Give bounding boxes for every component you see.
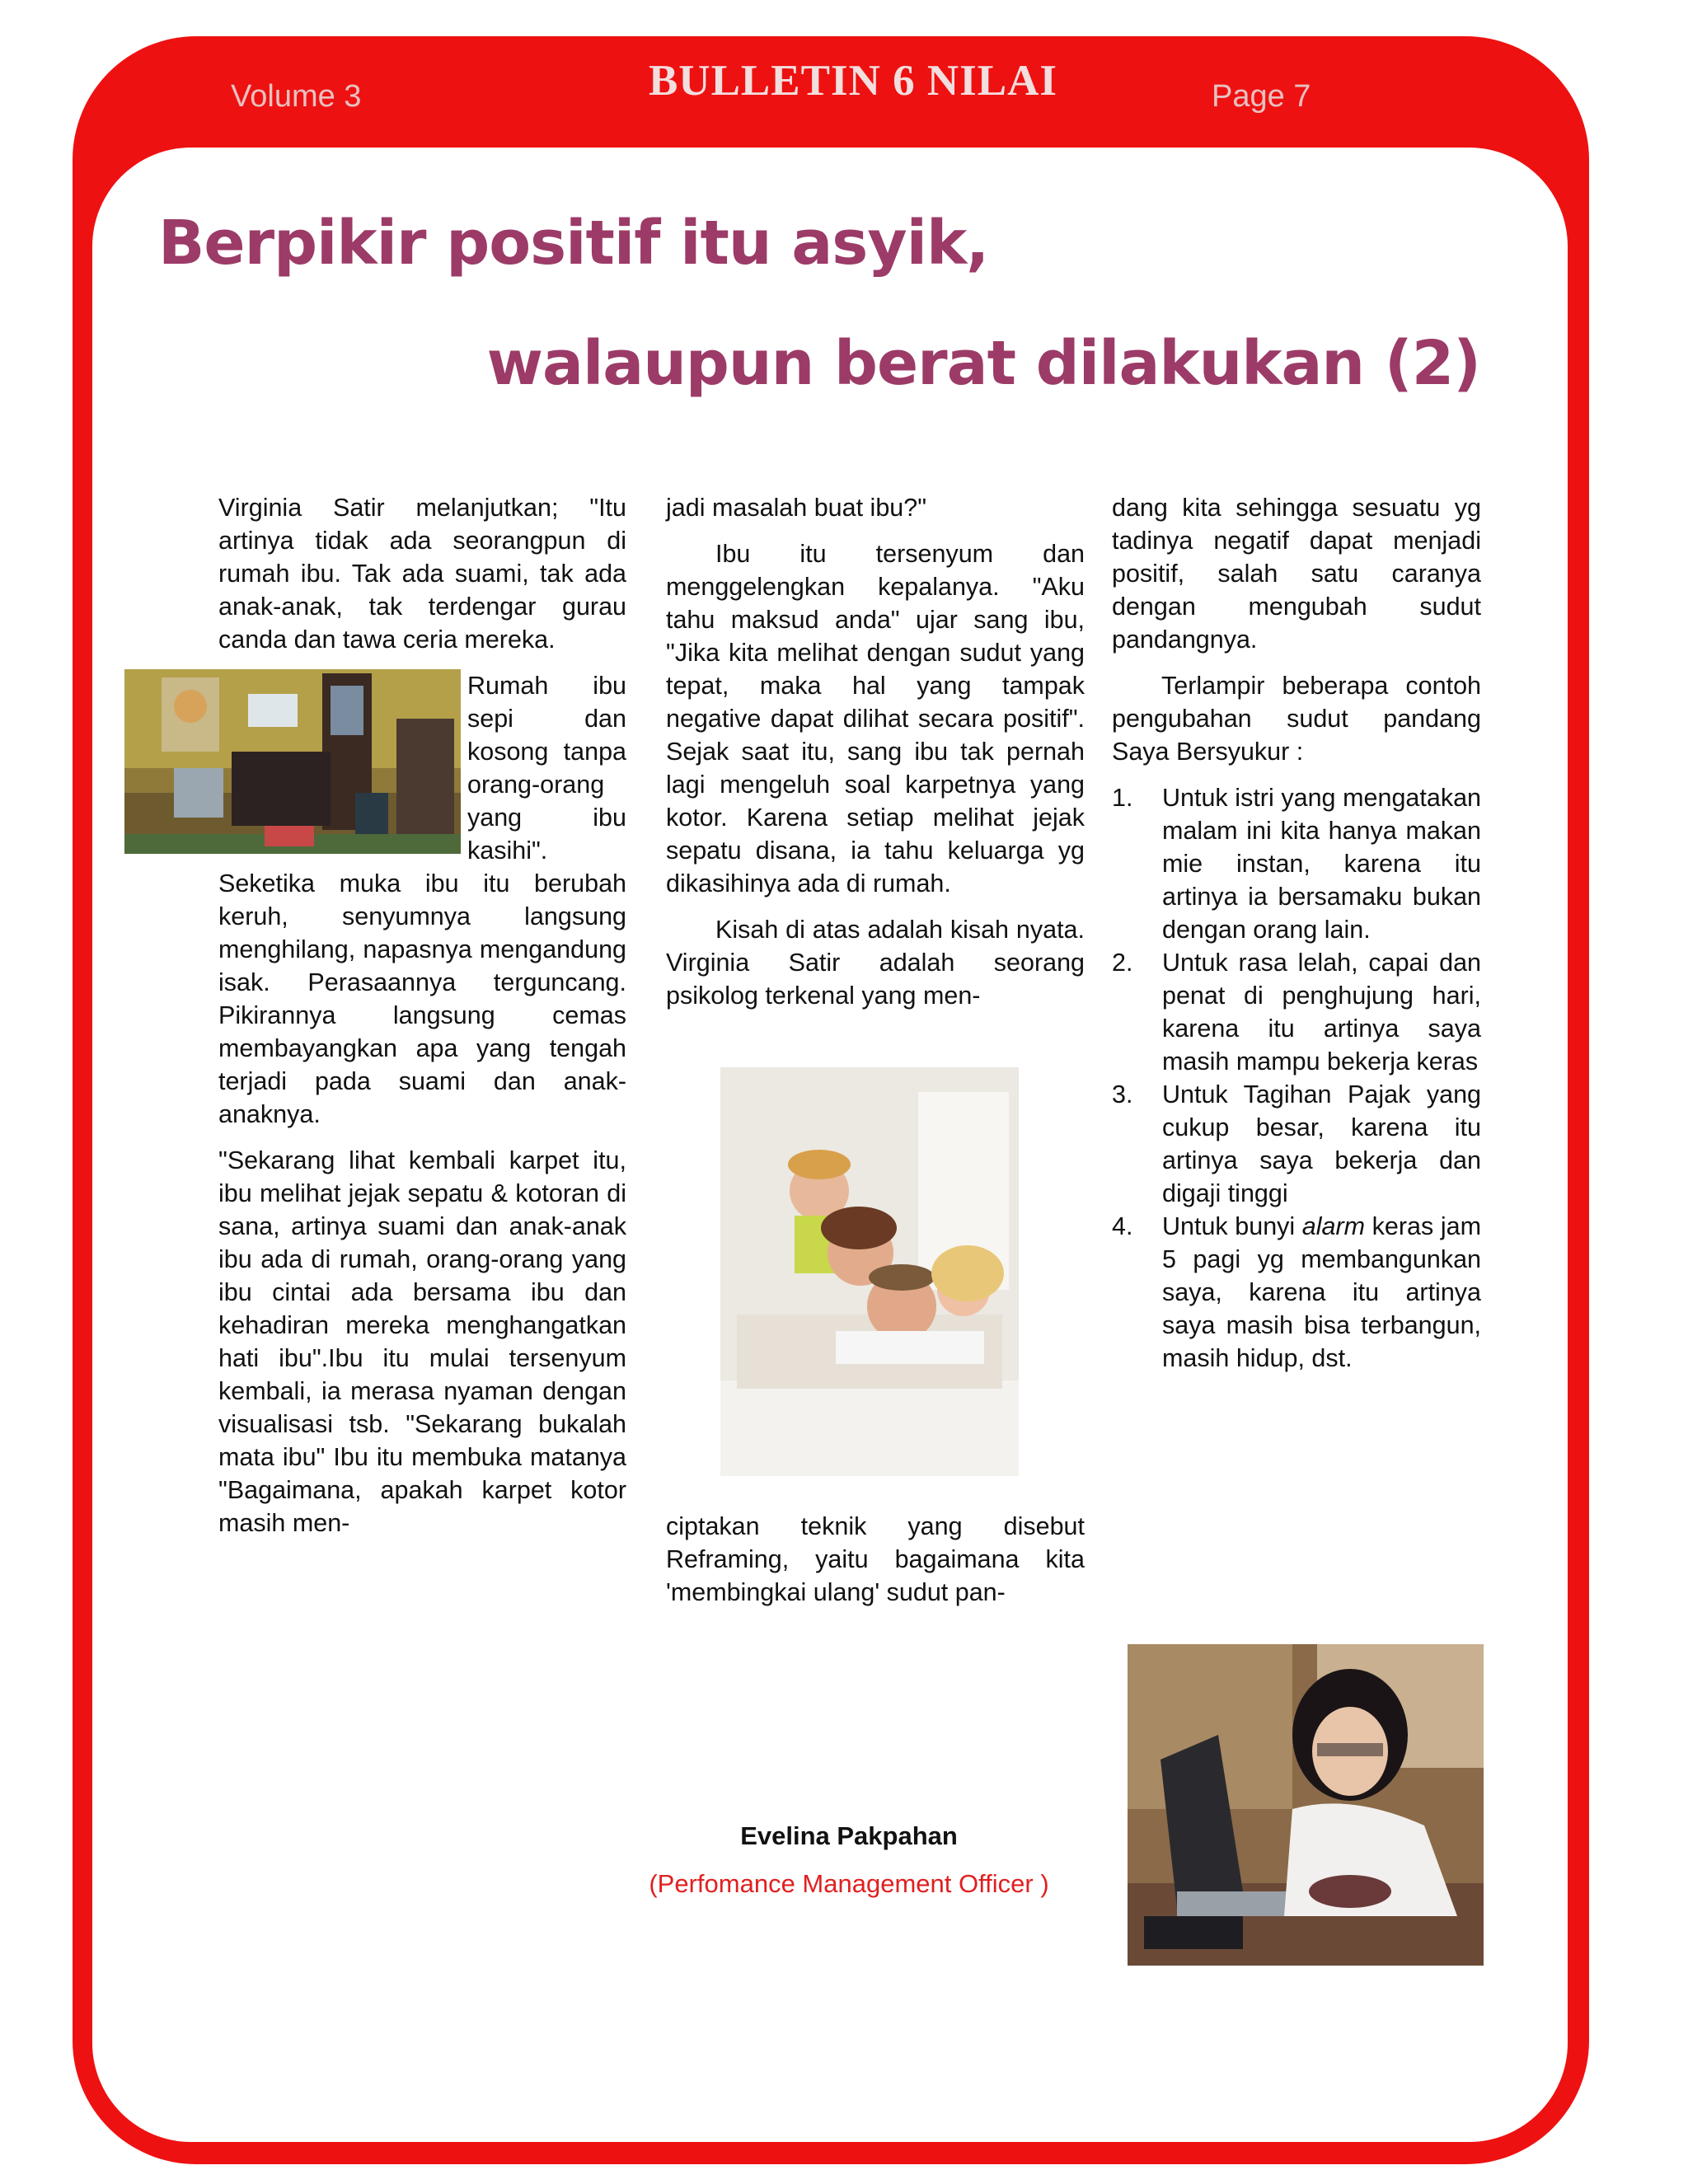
article-title-line1: Berpikir positif itu asyik, bbox=[158, 208, 989, 279]
paragraph: ciptakan teknik yang disebut Reframing, yaitu bagaimana kita 'membingkai ulang' sudut pan- bbox=[666, 1512, 1085, 1606]
paragraph: "Sekarang lihat kembali karpet itu, ibu melihat jejak sepatu & kotoran di sana, artinya suami dan anak-anak ibu ada di rumah, orang-orang yang ibu cintai ada bersama ibu dan kehadiran mereka menghangatkan hati ibu".Ibu itu mulai tersenyum kembali, ia merasa nyaman dengan visualisasi tsb. "Sekarang bukalah mata ibu" Ibu itu membuka matanya "Bagaimana, apakah karpet kotor masih men- bbox=[218, 1146, 626, 1537]
paragraph: Kisah di atas adalah kisah nyata. Virginia Satir adalah seorang psikolog terkenal yang men- bbox=[666, 916, 1085, 1010]
paragraph: dang kita sehingga sesuatu yg tadinya negatif dapat menjadi positif, salah satu caranya dengan mengubah sudut pandangnya. bbox=[1112, 494, 1481, 654]
list-item: 3. Untuk Tagihan Pajak yang cukup besar, karena itu artinya saya bekerja dan digaji tinggi bbox=[1112, 1080, 1481, 1207]
author-name: Evelina Pakpahan bbox=[740, 1821, 958, 1850]
paragraph: Terlampir beberapa contoh pengubahan sudut pandang Saya Bersyukur : bbox=[1112, 672, 1481, 766]
volume-label: Volume 3 bbox=[231, 79, 362, 114]
family-photo bbox=[720, 1067, 1019, 1476]
column-1 bbox=[218, 491, 626, 1553]
column-2 bbox=[666, 491, 1085, 1025]
gratitude-list bbox=[1112, 781, 1481, 1375]
list-item: 2. Untuk rasa lelah, capai dan penat di penghujung hari, karena itu artinya saya masih mampu bekerja keras bbox=[1112, 949, 1481, 1076]
paragraph: jadi masalah buat ibu?" bbox=[666, 494, 927, 522]
list-item: 1. Untuk istri yang mengatakan malam ini kita hanya makan mie instan, karena itu artinya ia bersamaku bukan dengan orang lain. bbox=[1112, 784, 1481, 944]
column-2-continued bbox=[666, 1510, 1085, 1622]
messy-room-photo bbox=[124, 669, 461, 854]
paragraph: Virginia Satir melanjutkan; "Itu artinya tidak ada seorangpun di rumah ibu. Tak ada suami, tak ada anak-anak, tak terdengar gurau canda dan tawa ceria mereka. bbox=[218, 494, 626, 654]
page-number: Page 7 bbox=[1212, 79, 1311, 114]
column-3 bbox=[1112, 491, 1481, 1375]
list-item: 4. Untuk bunyi alarm keras jam 5 pagi yg membangunkan saya, karena itu artinya saya masih bisa terbangun, masih hidup, dst. bbox=[1112, 1212, 1481, 1372]
author-role: (Perfomance Management Officer ) bbox=[649, 1869, 1049, 1898]
paragraph: Ibu itu tersenyum dan menggelengkan kepalanya. "Aku tahu maksud anda" ujar sang ibu, "Jika kita melihat dengan sudut yang tepat, maka hal yang tampak negative dapat dilihat secara positif". Sejak saat itu, sang ibu tak pernah lagi mengeluh soal karpetnya yang kotor. Karena setiap melihat jejak sepatu disana, ia tahu keluarga yg dikasihinya ada di rumah. bbox=[666, 540, 1085, 898]
author-photo bbox=[1128, 1644, 1484, 1966]
bulletin-title: BULLETIN 6 NILAI bbox=[648, 57, 1058, 105]
article-title-line2: walaupun berat dilakukan (2) bbox=[486, 328, 1480, 399]
paragraph: Rumah ibu sepi dan kosong tanpa orang-orang yang ibu kasihi". Seketika muka ibu itu berubah keruh, senyumnya langsung menghilang, napasnya mengandung isak. Perasaannya terguncang. Pikirannya langsung cemas membayangkan apa yang tengah terjadi pada suami dan anak-anaknya. bbox=[218, 672, 626, 1128]
